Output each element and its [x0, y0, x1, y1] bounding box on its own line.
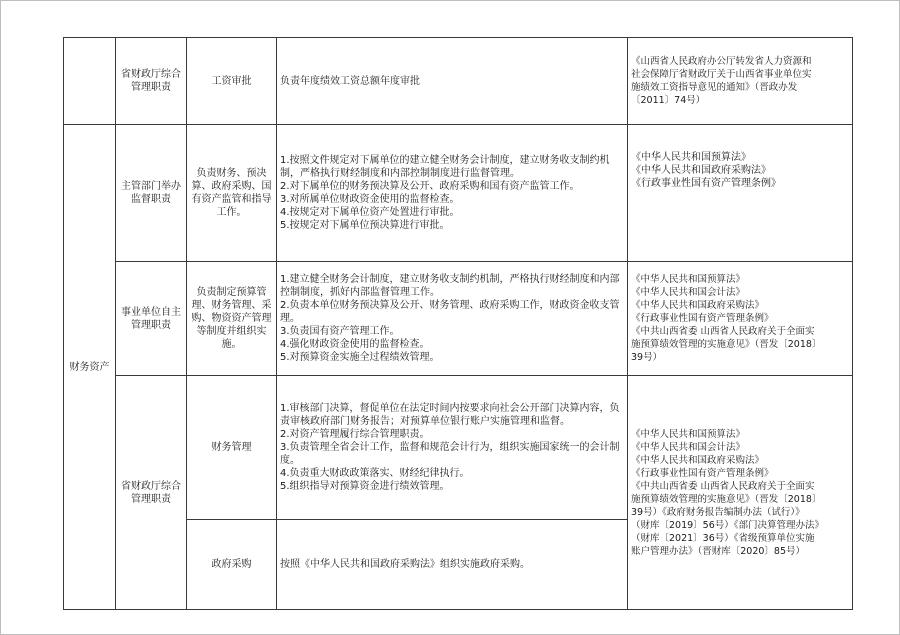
content-cell	[277, 262, 628, 376]
content-line: 1.建立健全财务会计制度，建立财务收支制约机制，严格执行财经制度和内部控制制度，抓好内部监督管理工作。	[280, 274, 620, 298]
basis-cell	[628, 38, 853, 125]
basis-line: （财库〔2021〕36号）《省级预算单位实施	[631, 532, 815, 544]
content-line: 2.对下属单位的财务预决算及公开、政府采购和国有资产监管工作。	[280, 181, 580, 192]
basis-line: 《中华人民共和国会计法》	[631, 441, 746, 453]
content-line: 5.对预算资金实施全过程绩效管理。	[280, 352, 440, 363]
sub-label: 负责制定预算管理、财务管理、采购、物资资产管理等制度并组织实施。	[191, 287, 272, 350]
content-line: 1.按照文件规定对下属单位的建立健全财务会计制度，建立财务收支制约机制，严格执行财经制度和内部控制制度进行监督管理。	[280, 155, 610, 179]
content-line: 1.审核部门决算，督促单位在法定时间内按要求向社会公开部门决算内容，负责审核政府部门财务报告；对预算单位银行账户实施管理和监督。	[280, 403, 620, 427]
basis-cell	[628, 376, 853, 610]
category-cell	[64, 125, 116, 610]
dept-label: 事业单位自主管理职责	[121, 306, 181, 331]
sub-cell	[187, 262, 277, 376]
content-line: 4.强化财政资金使用的监督检查。	[280, 339, 430, 350]
basis-line: 39号）	[631, 352, 663, 363]
dept-cell	[116, 376, 187, 610]
content-line: 3.负责国有资产管理工作。	[280, 326, 400, 337]
content-cell	[277, 38, 628, 125]
sub-label: 工资审批	[211, 75, 252, 87]
content-line: 2.负责本单位财务预决算及公开、财务管理、政府采购工作，财政资金收支管理。	[280, 300, 620, 324]
basis-line: 〔2011〕74号）	[631, 95, 706, 106]
table-row	[64, 125, 853, 262]
basis-line: （财库〔2019〕56号）《部门决算管理办法》	[631, 519, 825, 531]
content-line: 负责年度绩效工资总额年度审批	[280, 75, 420, 87]
content-line: 2.对资产管理履行综合管理职责。	[280, 429, 430, 440]
dept-cell	[116, 38, 187, 125]
sub-label: 政府采购	[211, 559, 252, 570]
basis-line: 《中华人民共和国政府采购法》	[631, 300, 765, 311]
content-line: 3.对所属单位财政资金使用的监督检查。	[280, 194, 460, 205]
dept-label: 省财政厅综合管理职责	[121, 480, 181, 505]
basis-line: 《中华人民共和国预算法》	[631, 274, 746, 285]
basis-line: 《中华人民共和国会计法》	[631, 287, 746, 298]
basis-line: 《中华人民共和国政府采购法》	[631, 165, 771, 176]
content-cell	[277, 376, 628, 520]
basis-line: 《行政事业性国有资产管理条例》	[631, 178, 781, 189]
basis-line: 《中共山西省委 山西省人民政府关于全面实	[631, 326, 815, 337]
basis-line: 《山西省人民政府办公厅转发省人力资源和	[631, 56, 812, 67]
basis-line: 《中华人民共和国政府采购法》	[631, 454, 765, 466]
basis-line: 《中华人民共和国预算法》	[631, 152, 751, 163]
dept-label: 主管部门举办监督职责	[121, 181, 181, 205]
basis-line: 施绩效工资指导意见的通知》（晋政办发	[631, 82, 798, 93]
category-top-cell	[64, 38, 116, 125]
basis-line: 《行政事业性国有资产管理条例》	[631, 313, 774, 324]
basis-line: 《中华人民共和国预算法》	[631, 428, 746, 440]
category-label: 财务资产	[69, 361, 110, 373]
content-line: 3.负责管理全省会计工作，监督和规范会计行为，组织实施国家统一的会计制度。	[280, 442, 620, 466]
basis-line: 施预算绩效管理的实施意见》（晋发〔2018〕	[631, 339, 822, 350]
table-row	[64, 262, 853, 376]
dept-label: 省财政厅综合管理职责	[121, 69, 181, 93]
basis-cell	[628, 125, 853, 262]
basis-cell	[628, 262, 853, 376]
responsibility-table	[63, 37, 853, 610]
content-line: 5.组织指导对预算资金进行绩效管理。	[280, 481, 450, 492]
content-cell	[277, 125, 628, 262]
content-line: 4.负责重大财政政策落实、财经纪律执行。	[280, 468, 470, 479]
basis-line: 账户管理办法》（晋财库〔2020〕85号）	[631, 545, 806, 557]
sub-label: 财务管理	[211, 442, 252, 453]
basis-line: 社会保障厅省财政厅关于山西省事业单位实	[631, 69, 812, 80]
basis-line: 《中共山西省委 山西省人民政府关于全面实	[631, 480, 815, 492]
basis-line: 39号）《政府财务报告编制办法（试行）》	[631, 506, 805, 518]
sub-cell	[187, 520, 277, 610]
content-line: 按照《中华人民共和国政府采购法》组织实施政府采购。	[280, 559, 530, 570]
content-cell	[277, 520, 628, 610]
content-line: 4.按规定对下属单位资产处置进行审批。	[280, 207, 460, 218]
sub-cell	[187, 125, 277, 262]
dept-cell	[116, 125, 187, 262]
sub-cell	[187, 376, 277, 520]
content-line: 5.按规定对下属单位预决算进行审批。	[280, 220, 450, 231]
sub-label: 负责财务、预决算、政府采购、国有资产监管和指导工作。	[191, 168, 272, 218]
table-row	[64, 38, 853, 125]
dept-cell	[116, 262, 187, 376]
basis-line: 《行政事业性国有资产管理条例》	[631, 467, 774, 479]
sub-cell	[187, 38, 277, 125]
table-row	[64, 376, 853, 520]
basis-line: 施预算绩效管理的实施意见》（晋发〔2018〕	[631, 493, 822, 505]
